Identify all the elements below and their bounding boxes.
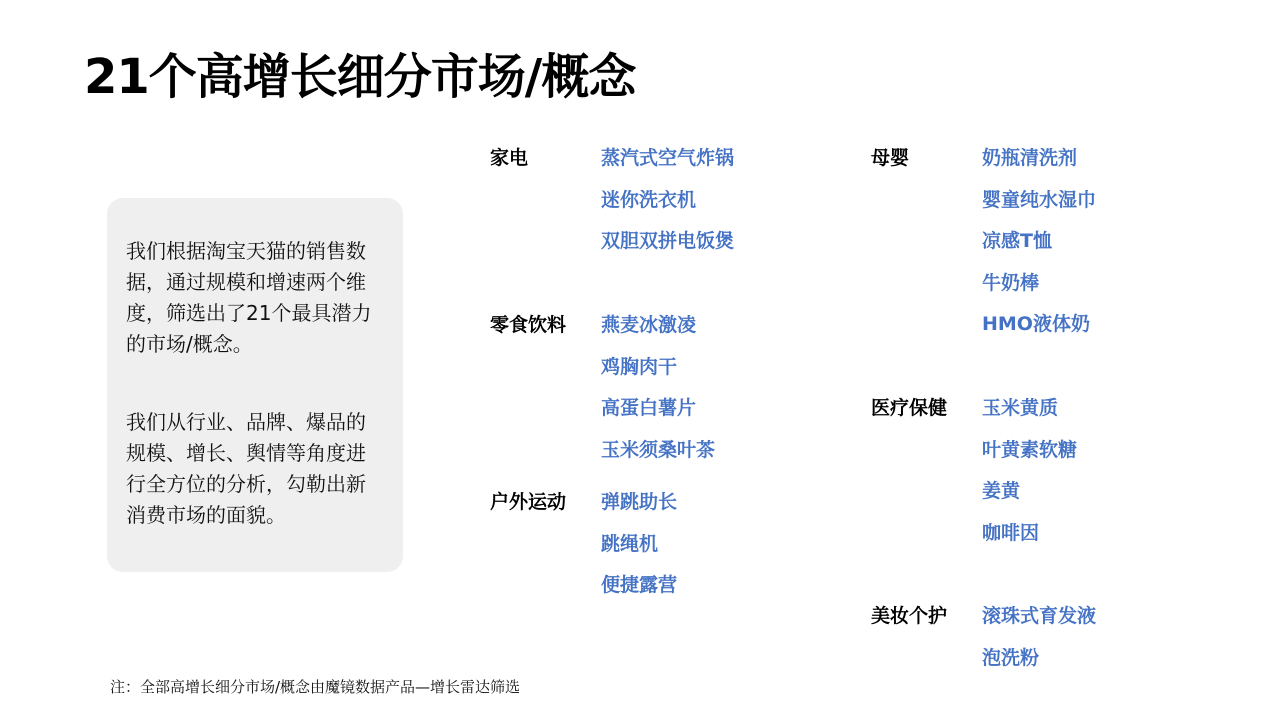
item-link[interactable]: 蒸汽式空气炸锅 bbox=[601, 147, 735, 169]
category-items-beauty-care bbox=[982, 604, 1096, 687]
item-link[interactable]: 高蛋白薯片 bbox=[601, 397, 697, 419]
item-link[interactable]: 咖啡因 bbox=[982, 521, 1040, 544]
item-link[interactable]: 滚珠式育发液 bbox=[982, 605, 1097, 627]
item-link[interactable]: 姜黄 bbox=[982, 480, 1021, 502]
item-link[interactable]: 叶黄素软糖 bbox=[982, 438, 1078, 461]
intro-paragraph-2: 我们从行业、品牌、爆品的规模、增长、舆情等角度进行全方位的分析，勾勒出新消费市场的面貌。 bbox=[126, 410, 366, 527]
item-link[interactable]: 跳绳机 bbox=[601, 532, 659, 555]
intro-panel bbox=[107, 198, 403, 572]
category-items-health-care bbox=[982, 396, 1077, 562]
category-items-outdoor-sports bbox=[601, 490, 677, 615]
item-link[interactable]: HMO液体奶 bbox=[982, 313, 1090, 335]
category-items-appliances bbox=[601, 146, 734, 271]
item-link[interactable]: 凉感T恤 bbox=[982, 230, 1052, 252]
item-link[interactable]: 鸡胸肉干 bbox=[601, 355, 678, 378]
item-link[interactable]: 便捷露营 bbox=[601, 574, 678, 596]
category-label-appliances: 家电 bbox=[490, 147, 529, 169]
item-link[interactable]: 玉米须桑叶茶 bbox=[601, 438, 716, 461]
item-link[interactable]: 弹跳助长 bbox=[601, 491, 678, 513]
item-link[interactable]: 迷你洗衣机 bbox=[601, 188, 697, 211]
item-link[interactable]: 双胆双拼电饭煲 bbox=[601, 230, 735, 252]
category-label-mother-baby: 母婴 bbox=[871, 147, 910, 169]
category-items-mother-baby bbox=[982, 146, 1096, 354]
item-link[interactable]: 奶瓶清洗剂 bbox=[982, 147, 1078, 169]
intro-paragraph-1: 我们根据淘宝天猫的销售数据，通过规模和增速两个维度，筛选出了21个最具潜力的市场/概念。 bbox=[126, 239, 372, 356]
category-items-snacks-drinks bbox=[601, 313, 715, 479]
category-label-beauty-care: 美妆个护 bbox=[871, 605, 948, 627]
category-label-health-care: 医疗保健 bbox=[871, 397, 948, 419]
item-link[interactable]: 泡洗粉 bbox=[982, 646, 1040, 669]
page-title: 21个高增长细分市场/概念 bbox=[84, 49, 636, 105]
category-label-snacks-drinks: 零食饮料 bbox=[490, 314, 567, 336]
item-link[interactable]: 燕麦冰激凌 bbox=[601, 314, 697, 336]
footnote: 注：全部高增长细分市场/概念由魔镜数据产品—增长雷达筛选 bbox=[110, 678, 521, 696]
category-label-outdoor-sports: 户外运动 bbox=[490, 491, 567, 513]
item-link[interactable]: 牛奶棒 bbox=[982, 271, 1040, 294]
item-link[interactable]: 玉米黄质 bbox=[982, 397, 1059, 419]
item-link[interactable]: 婴童纯水湿巾 bbox=[982, 188, 1097, 211]
